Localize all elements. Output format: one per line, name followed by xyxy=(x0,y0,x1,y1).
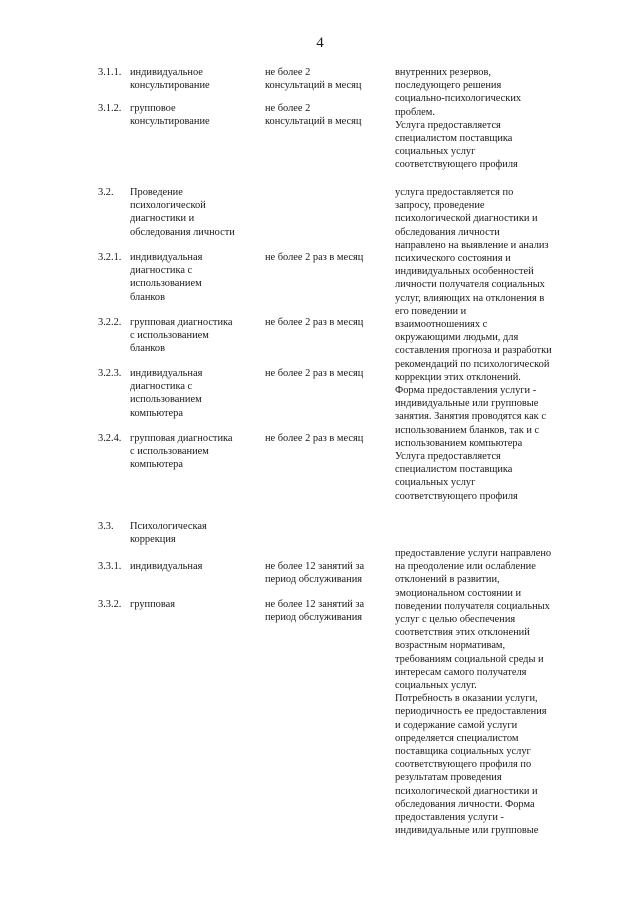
row-service: индивидуальная диагностика с использованием бланков xyxy=(130,252,203,303)
service-description: предоставление услуги направлено на преодоление или ослабление отклонений в развитии, эмоциональном состоянии и поведении получателя социальных услуг с целью обеспечения соответствия этих отклонений возрастным нормативам, требованиям социальной среды и интересам самого получателя социальных услуг. Потребность в оказании услуги, периодичность ее предоставления и содержание самой услуги определяется специалистом поставщика социальных услуг соответствующего профиля по результатам проведения психологической диагностики и обследования личности. Форма предоставления услуги - индивидуальные или групповые xyxy=(395,548,552,837)
row-service: индивидуальное консультирование xyxy=(130,67,210,92)
row-number: 3.3.2. xyxy=(98,599,122,610)
row-frequency: не более 12 занятий за период обслуживания xyxy=(265,599,365,624)
row-frequency: не более 2 раз в месяц xyxy=(265,317,364,328)
service-description: внутренних резервов, последующего решения социально-психологических проблем. Услуга предоставляется специалистом поставщика социальных услуг соответствующего профиля xyxy=(395,67,522,171)
section-number: 3.2. xyxy=(98,187,114,198)
section-number: 3.3. xyxy=(98,521,114,532)
row-service: индивидуальная диагностика с использованием компьютера xyxy=(130,368,203,419)
service-description: услуга предоставляется по запросу, проведение психологической диагностики и обследования личности направлено на выявление и анализ психического состояния и индивидуальных особенностей личности получателя социальных услуг, влияющих на отклонения в его поведении и взаимоотношениях с окружающими людьми, для составления прогноза и разработки рекомендаций по психологической коррекции этих отклонений. Форма предоставления услуги - индивидуальные или групповые занятия. Занятия проводятся как с использованием бланков, так и с использованием компьютера Услуга предоставляется специалистом поставщика социальных услуг соответствующего профиля xyxy=(395,187,552,502)
row-service: групповая диагностика с использованием бланков xyxy=(130,317,233,355)
row-frequency: не более 2 раз в месяц xyxy=(265,433,364,444)
row-service: групповое консультирование xyxy=(130,103,210,128)
row-frequency: не более 2 раз в месяц xyxy=(265,252,364,263)
page-number: 4 xyxy=(316,35,324,51)
row-service: индивидуальная xyxy=(130,561,203,572)
row-number: 3.2.4. xyxy=(98,433,122,444)
row-frequency: не более 2 консультаций в месяц xyxy=(265,103,362,128)
row-number: 3.1.2. xyxy=(98,103,122,114)
section-title: Психологическая коррекция xyxy=(130,521,207,546)
row-number: 3.2.3. xyxy=(98,368,122,379)
row-service: групповая диагностика с использованием компьютера xyxy=(130,433,233,471)
row-number: 3.2.1. xyxy=(98,252,122,263)
row-number: 3.2.2. xyxy=(98,317,122,328)
section-title: Проведение психологической диагностики и обследования личности xyxy=(130,187,235,238)
row-frequency: не более 2 раз в месяц xyxy=(265,368,364,379)
row-number: 3.1.1. xyxy=(98,67,122,78)
row-service: групповая xyxy=(130,599,175,610)
row-frequency: не более 2 консультаций в месяц xyxy=(265,67,362,92)
row-number: 3.3.1. xyxy=(98,561,122,572)
row-frequency: не более 12 занятий за период обслуживания xyxy=(265,561,365,586)
